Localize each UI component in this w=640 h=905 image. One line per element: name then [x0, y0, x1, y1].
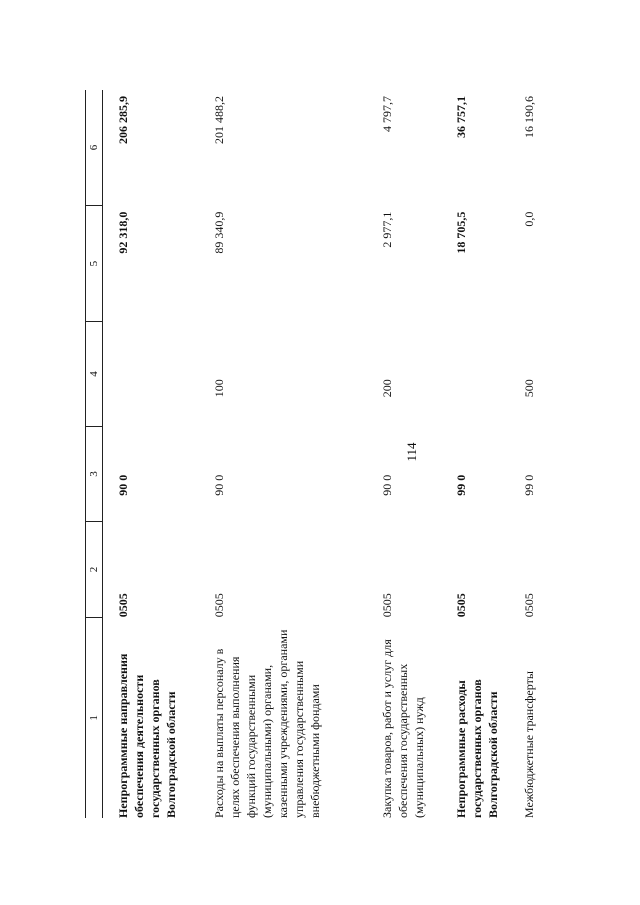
col-header-3: 3 [86, 426, 103, 521]
budget-table-rotated [85, 90, 640, 818]
row-amount-6: 4 797,7 [380, 96, 394, 132]
row-name: Непрограммные расходы государственных органов Волгоградской области [454, 679, 500, 818]
row-amount-5: 0,0 [522, 211, 536, 227]
row-amount-6: 206 285,9 [116, 96, 130, 144]
row-amount-6: 201 488,2 [212, 96, 226, 144]
page-number: 114 [404, 442, 419, 462]
table-row [453, 90, 521, 818]
row-expense-type [115, 322, 211, 427]
table-header-row [86, 90, 103, 818]
row-target: 90 0 [212, 474, 226, 496]
row-target: 99 0 [522, 474, 536, 496]
table-row [521, 90, 551, 818]
row-amount-6: 36 757,1 [454, 96, 468, 138]
table-row [115, 90, 211, 818]
row-section: 0505 [116, 593, 130, 618]
table-spacer-row [103, 90, 116, 818]
col-header-5: 5 [86, 206, 103, 322]
row-expense-type: 500 [522, 379, 536, 398]
row-name: Непрограммные направления обеспечения деятельности государственных органов Волгоградской области [116, 653, 178, 818]
budget-table [85, 90, 551, 818]
row-target: 99 0 [454, 474, 468, 496]
row-amount-5: 92 318,0 [116, 211, 130, 254]
row-target: 90 0 [380, 474, 394, 496]
row-expense-type: 100 [212, 379, 226, 398]
row-name: Закупка товаров, работ и услуг для обеспечения государственных (муниципальных) нужд [380, 639, 426, 818]
row-expense-type [453, 322, 521, 427]
row-target: 90 0 [116, 474, 130, 496]
col-header-2: 2 [86, 522, 103, 617]
row-amount-5: 2 977,1 [380, 211, 394, 248]
row-section: 0505 [212, 593, 226, 618]
table-row [211, 90, 379, 818]
col-header-6: 6 [86, 90, 103, 206]
row-section: 0505 [380, 593, 394, 618]
row-amount-5: 89 340,9 [212, 211, 226, 254]
table-row [379, 90, 453, 818]
row-expense-type: 200 [380, 379, 394, 398]
row-section: 0505 [522, 593, 536, 618]
row-name: Расходы на выплаты персоналу в целях обеспечения выполнения функций государственными (муниципальными) органами, казенными учреждениями, органами управления государственными внебюджетными фондами [212, 629, 322, 818]
col-header-1: 1 [86, 617, 103, 818]
row-name: Межбюджетные трансферты [522, 671, 536, 818]
col-header-4: 4 [86, 322, 103, 427]
row-amount-5: 18 705,5 [454, 211, 468, 254]
row-section: 0505 [454, 593, 468, 618]
row-amount-6: 16 190,6 [522, 96, 536, 138]
